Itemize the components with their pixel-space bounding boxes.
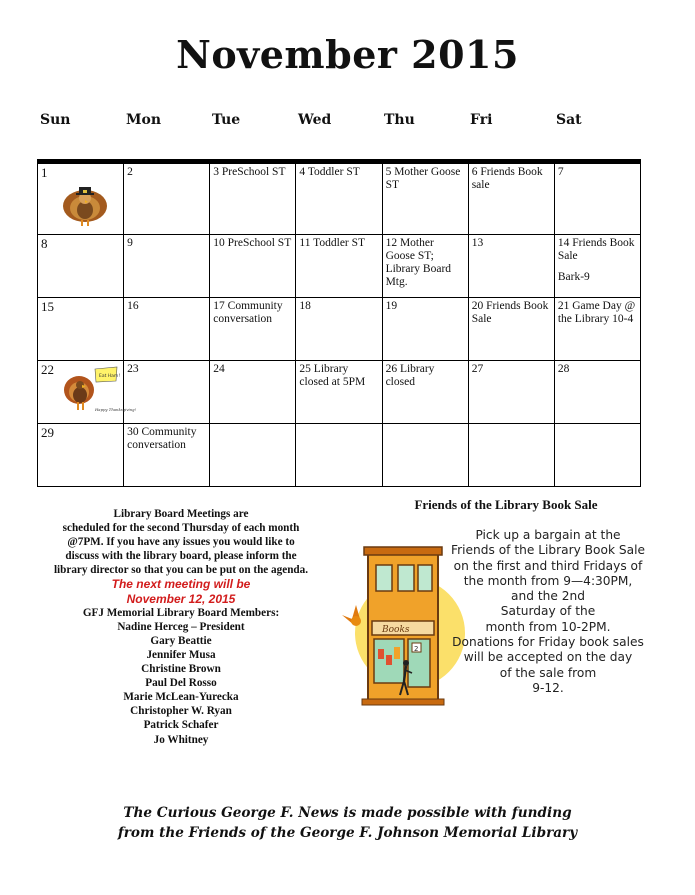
dow-sat: Sat <box>556 112 582 128</box>
day-cell <box>554 164 640 235</box>
calendar-grid <box>37 163 641 487</box>
day-label: 6 Friends Book sale <box>471 166 543 191</box>
board-member: Christine Brown <box>141 663 221 676</box>
day-label: 29 <box>41 425 54 440</box>
day-cell <box>554 298 640 361</box>
board-member: Patrick Schafer <box>143 719 219 732</box>
day-cell <box>124 361 210 424</box>
board-member: Gary Beattie <box>150 634 212 647</box>
door-number-text: 2 <box>414 645 419 653</box>
day-cell <box>210 298 296 361</box>
next-meeting-line: The next meeting will be <box>111 577 251 592</box>
calendar-week <box>38 298 641 361</box>
book-sale-line: will be accepted on the day <box>463 650 633 665</box>
day-cell <box>124 235 210 298</box>
day-cell <box>468 164 554 235</box>
day-cell <box>296 361 382 424</box>
clipart-sign-text: Eat Ham! <box>99 374 121 379</box>
book-sale-description <box>450 528 646 696</box>
day-label: 27 <box>471 363 484 375</box>
book-sale-line: on the first and third Fridays of <box>453 558 643 573</box>
day-cell <box>468 235 554 298</box>
day-cell <box>38 164 124 235</box>
book-sale-line: of the sale from <box>499 665 597 680</box>
day-cell <box>554 235 640 298</box>
day-extra-note: Bark-9 <box>557 271 590 283</box>
day-label: 14 Friends Book Sale <box>557 237 635 262</box>
day-cell <box>124 298 210 361</box>
day-cell <box>382 424 468 487</box>
day-label: 8 <box>41 236 48 251</box>
day-label: 13 <box>471 237 484 249</box>
footer-line: from the Friends of the George F. Johnson Memorial Library <box>117 825 578 841</box>
day-cell <box>468 361 554 424</box>
day-label: 20 Friends Book Sale <box>471 300 549 325</box>
day-cell <box>296 424 382 487</box>
board-line: discuss with the library board, please inform the <box>65 550 297 563</box>
shop-sign-text: Books <box>382 625 410 635</box>
day-cell <box>210 424 296 487</box>
day-cell <box>296 164 382 235</box>
day-label: 12 Mother Goose ST; Library Board Mtg. <box>385 237 452 288</box>
book-sale-line: and the 2nd <box>511 589 585 604</box>
board-member: Jo Whitney <box>153 733 209 746</box>
day-label: 2 <box>127 166 133 178</box>
board-member: Marie McLean-Yurecka <box>123 691 239 704</box>
board-member: Nadine Herceg – President <box>117 620 245 633</box>
members-heading: GFJ Memorial Library Board Members: <box>82 606 280 619</box>
day-label: 26 Library closed <box>385 363 435 388</box>
day-cell <box>124 424 210 487</box>
calendar-week <box>38 164 641 235</box>
day-cell <box>38 235 124 298</box>
board-member: Jennifer Musa <box>146 648 216 661</box>
day-label: 18 <box>299 300 311 312</box>
day-cell <box>382 361 468 424</box>
day-cell <box>296 235 382 298</box>
book-sale-line: Donations for Friday book sales <box>452 635 644 650</box>
book-sale-line: month from 10-2PM. <box>485 619 611 634</box>
book-sale-title: Friends of the Library Book Sale <box>414 497 598 512</box>
dow-mon: Mon <box>126 112 162 128</box>
day-cell <box>554 361 640 424</box>
board-line: library director so that you can be put on the agenda. <box>53 564 309 577</box>
day-label: 24 <box>213 363 225 375</box>
day-label: 3 PreSchool ST <box>213 166 286 178</box>
day-cell <box>554 424 640 487</box>
pilgrim-turkey-icon <box>57 182 113 228</box>
book-sale-line: the month from 9—4:30PM, <box>463 573 633 588</box>
board-member: Christopher W. Ryan <box>130 705 232 718</box>
day-label: 16 <box>127 300 139 312</box>
board-info-section <box>30 507 332 747</box>
calendar-week <box>38 424 641 487</box>
day-cell <box>38 424 124 487</box>
day-label: 25 Library closed at 5PM <box>299 363 366 388</box>
day-cell <box>382 298 468 361</box>
board-line: @7PM. If you have any issues you would like to <box>67 536 295 549</box>
day-label: 30 Community conversation <box>127 426 197 451</box>
day-cell <box>468 298 554 361</box>
dow-wed: Wed <box>298 112 332 128</box>
day-cell <box>124 164 210 235</box>
day-label: 4 Toddler ST <box>299 166 360 178</box>
dow-fri: Fri <box>470 112 493 128</box>
day-cell <box>382 235 468 298</box>
funding-footer <box>0 803 695 843</box>
day-cell <box>210 164 296 235</box>
calendar-week <box>38 361 641 424</box>
day-label: 22 <box>41 362 54 377</box>
day-label: 15 <box>41 299 54 314</box>
day-cell <box>210 235 296 298</box>
day-label: 21 Game Day @ the Library 10-4 <box>557 300 636 325</box>
clipart-greeting-text: Happy Thanksgiving! <box>95 407 137 412</box>
day-label: 5 Mother Goose ST <box>385 166 461 191</box>
book-sale-line: 9-12. <box>532 680 564 695</box>
day-cell <box>382 164 468 235</box>
day-label: 23 <box>127 363 139 375</box>
footer-line: The Curious George F. News is made possible with funding <box>123 805 572 821</box>
day-label: 9 <box>127 237 133 249</box>
board-member: Paul Del Rosso <box>145 677 217 690</box>
day-cell <box>468 424 554 487</box>
calendar-week <box>38 235 641 298</box>
book-sale-line: Saturday of the <box>500 604 596 619</box>
day-label: 28 <box>557 363 570 375</box>
day-label: 1 <box>41 165 48 180</box>
day-cell <box>38 298 124 361</box>
day-label: 7 <box>557 166 564 178</box>
bookshop-illustration <box>338 545 456 715</box>
book-sale-line: Pick up a bargain at the <box>475 528 621 542</box>
day-label: 10 PreSchool ST <box>213 237 292 249</box>
day-cell <box>296 298 382 361</box>
board-line: Library Board Meetings are <box>113 508 249 520</box>
next-meeting-date: November 12, 2015 <box>126 591 236 606</box>
day-label: 17 Community conversation <box>213 300 283 325</box>
dow-thu: Thu <box>384 112 415 128</box>
book-sale-line: Friends of the Library Book Sale <box>451 543 645 558</box>
board-line: scheduled for the second Thursday of each month <box>62 522 300 535</box>
day-cell <box>210 361 296 424</box>
dow-sun: Sun <box>40 112 71 128</box>
dow-tue: Tue <box>212 112 241 128</box>
day-label: 19 <box>385 300 398 312</box>
page-title: November 2015 <box>176 32 519 77</box>
day-label: 11 Toddler ST <box>299 237 366 249</box>
